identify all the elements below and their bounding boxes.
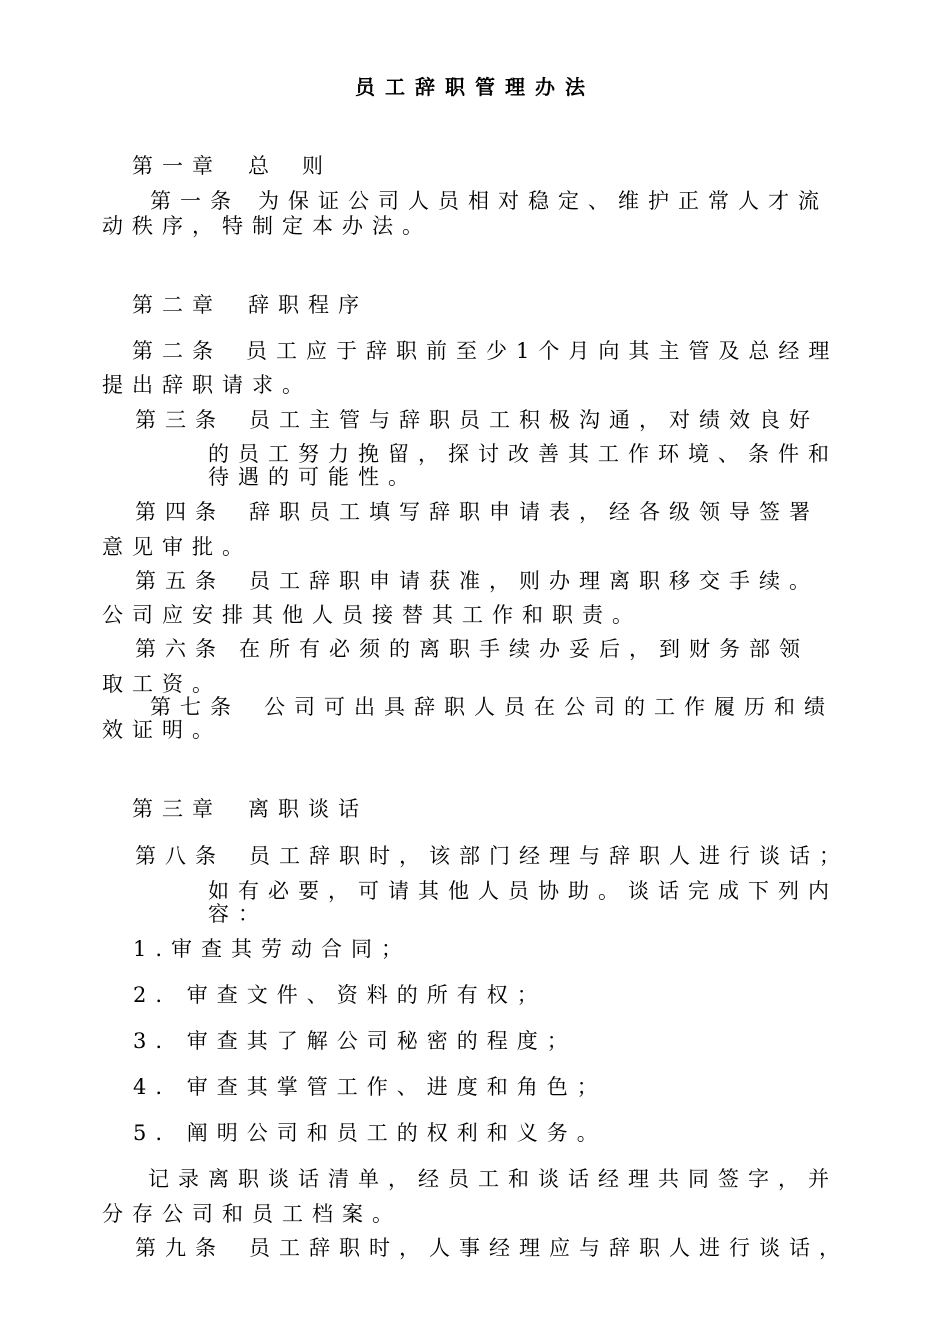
article-8-label: 第八条 <box>135 844 225 868</box>
article-5-line-1 <box>135 568 819 594</box>
list-item: 4. 审查其掌管工作、进度和角色； <box>133 1075 607 1099</box>
article-5-label: 第五条 <box>135 569 225 593</box>
article-6-line-1 <box>135 636 809 662</box>
record-line-2: 分存公司和员工档案。 <box>102 1202 402 1226</box>
article-4-line-1 <box>135 499 819 525</box>
page-title: 员工辞职管理办法 <box>355 75 595 99</box>
chapter-2-label: 第二章 <box>132 293 222 317</box>
chapter-2-heading <box>132 292 368 318</box>
article-5-line-2: 公司应安排其他人员接替其工作和职责。 <box>102 603 642 627</box>
article-3-line-1 <box>135 407 819 433</box>
article-7-text-1: 公司可出具辞职人员在公司的工作履历和绩 <box>264 695 834 719</box>
article-7-label: 第七条 <box>150 695 240 719</box>
article-1-text-1: 为保证公司人员相对稳定、维护正常人才流 <box>258 189 828 213</box>
article-5-text-1: 员工辞职申请获准，则办理离职移交手续。 <box>249 569 819 593</box>
article-3-text-1: 员工主管与辞职员工积极沟通，对绩效良好 <box>249 408 819 432</box>
list-item: 2. 审查文件、资料的所有权； <box>133 983 547 1007</box>
article-8-line-1 <box>135 843 849 869</box>
list-item: 3. 审查其了解公司秘密的程度； <box>133 1029 577 1053</box>
record-line-1: 记录离职谈话清单，经员工和谈话经理共同签字，并 <box>148 1167 838 1191</box>
article-2-line-2: 提出辞职请求。 <box>102 373 312 397</box>
article-4-line-2: 意见审批。 <box>102 535 252 559</box>
article-8-line-2: 如有必要，可请其他人员协助。谈话完成下列内 <box>208 879 838 903</box>
article-4-label: 第四条 <box>135 500 225 524</box>
chapter-1-name: 总 <box>248 154 278 178</box>
article-3-label: 第三条 <box>135 408 225 432</box>
chapter-1-label: 第一章 <box>132 154 222 178</box>
article-8-text-1: 员工辞职时，该部门经理与辞职人进行谈话； <box>249 844 849 868</box>
article-9-label: 第九条 <box>135 1236 225 1260</box>
article-2-line-1 <box>132 338 838 364</box>
article-9-line-1 <box>135 1235 849 1261</box>
chapter-1-heading <box>132 153 332 179</box>
article-1-label: 第一条 <box>150 189 240 213</box>
article-6-line-2: 取工资。 <box>102 672 222 696</box>
article-2-text-1: 员工应于辞职前至少1个月向其主管及总经理 <box>246 339 839 363</box>
article-8-line-3: 容： <box>208 902 268 926</box>
article-4-text-1: 辞职员工填写辞职申请表，经各级领导签署 <box>249 500 819 524</box>
article-3-line-3: 待遇的可能性。 <box>208 465 418 489</box>
chapter-3-label: 第三章 <box>132 797 222 821</box>
chapter-2-name: 辞职程序 <box>248 293 368 317</box>
article-1-line-1 <box>150 188 828 214</box>
article-2-label: 第二条 <box>132 339 222 363</box>
list-item: 1.审查其劳动合同； <box>133 937 412 961</box>
chapter-3-heading <box>132 796 368 822</box>
article-3-line-2: 的员工努力挽留，探讨改善其工作环境、条件和 <box>208 442 838 466</box>
article-7-line-1 <box>150 694 834 720</box>
article-6-text-1: 在所有必须的离职手续办妥后，到财务部领 <box>239 637 809 661</box>
chapter-1-name-2: 则 <box>302 154 332 178</box>
article-6-label: 第六条 <box>135 637 225 661</box>
article-9-text-1: 员工辞职时，人事经理应与辞职人进行谈话， <box>249 1236 849 1260</box>
chapter-3-name: 离职谈话 <box>248 797 368 821</box>
list-item: 5. 阐明公司和员工的权利和义务。 <box>133 1121 607 1145</box>
article-7-line-2: 效证明。 <box>102 718 222 742</box>
article-1-line-2: 动秩序，特制定本办法。 <box>102 214 432 238</box>
